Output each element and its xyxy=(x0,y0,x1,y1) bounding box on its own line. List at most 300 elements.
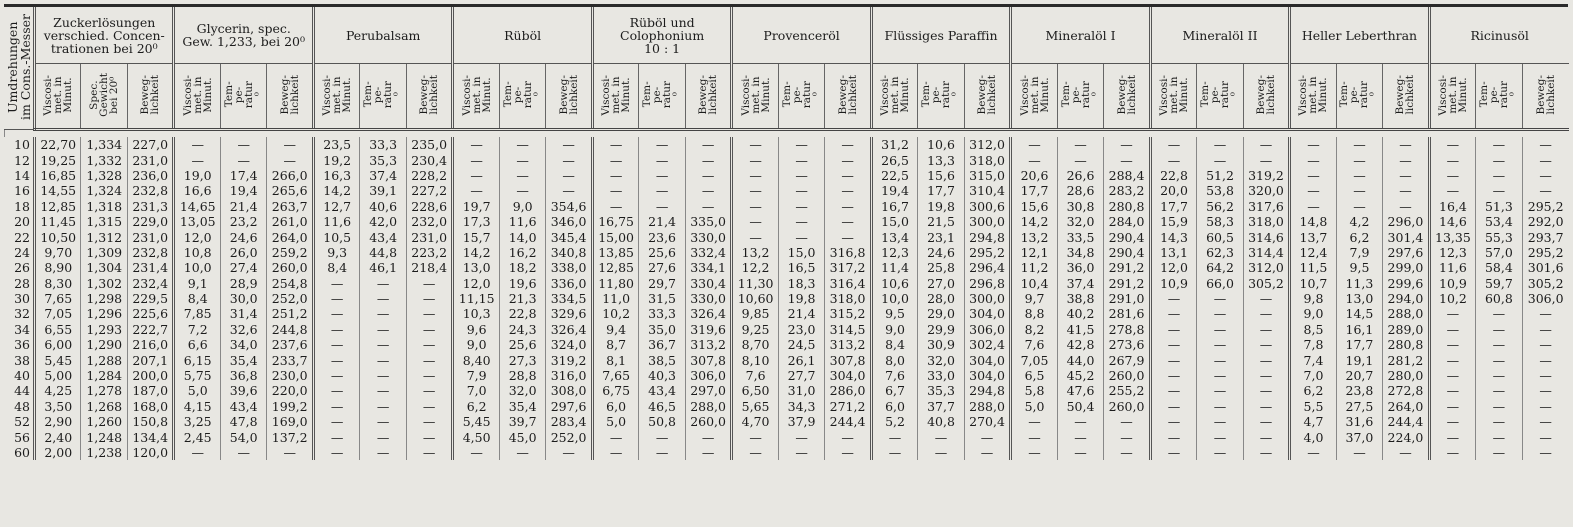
column-header-label: Viscosi- met. in Minut. xyxy=(879,74,912,116)
value-cell: 280,8 xyxy=(1383,337,1429,352)
value-cell: 334,5 xyxy=(546,291,593,306)
value-cell: — xyxy=(825,183,872,198)
value-cell: 32,6 xyxy=(220,322,266,337)
value-cell: 19,4 xyxy=(871,183,917,198)
group-header-label: Rüböl und Colophonium 10 : 1 xyxy=(620,14,705,56)
revolutions-header-label: Umdrehungen im Cons.-Messer xyxy=(4,14,33,120)
value-cell: 1,238 xyxy=(81,445,127,460)
column-header-label: Tem- pe- ratur ⁰ xyxy=(1199,81,1241,109)
revolutions-cell: 52 xyxy=(14,414,30,430)
value-cell: 13,4 xyxy=(871,229,917,244)
value-cell: — xyxy=(1290,168,1336,183)
value-cell: 12,7 xyxy=(313,199,359,214)
value-cell: 15,6 xyxy=(1011,199,1057,214)
value-cell: — xyxy=(778,137,824,152)
column-header-leberthran-1 xyxy=(1336,64,1382,130)
value-cell: — xyxy=(1429,306,1475,321)
group-header-ruboel_colophonium xyxy=(592,7,731,64)
value-cell: 10,9 xyxy=(1429,276,1475,291)
value-cell: — xyxy=(1057,152,1103,167)
value-cell: 12,85 xyxy=(592,260,638,275)
value-cell: 318,0 xyxy=(825,291,872,306)
revolutions-cell: 38 xyxy=(14,352,30,368)
value-cell: 22,8 xyxy=(499,306,545,321)
value-cell: 35,4 xyxy=(220,352,266,367)
value-cell: 299,0 xyxy=(1383,260,1429,275)
value-cell: 23,6 xyxy=(639,229,685,244)
value-cell: — xyxy=(592,183,638,198)
value-cell: 346,0 xyxy=(546,214,593,229)
value-cell: — xyxy=(732,168,778,183)
value-cell: — xyxy=(220,445,266,460)
value-cell: — xyxy=(1290,152,1336,167)
value-cell: — xyxy=(592,152,638,167)
value-cell: 8,90 xyxy=(35,260,81,275)
value-cell: 30,8 xyxy=(1057,199,1103,214)
column-header-ruboel-1 xyxy=(499,64,545,130)
value-cell: 15,0 xyxy=(778,245,824,260)
table-row xyxy=(5,183,1569,198)
value-cell: 11,5 xyxy=(1290,260,1336,275)
value-cell: 281,2 xyxy=(1383,352,1429,367)
value-cell: 1,328 xyxy=(81,168,127,183)
value-cell: 306,0 xyxy=(1522,291,1568,306)
group-header-leberthran xyxy=(1290,7,1429,64)
value-cell: — xyxy=(1476,306,1522,321)
value-cell: 292,0 xyxy=(1522,214,1568,229)
value-cell: — xyxy=(406,322,453,337)
value-cell: — xyxy=(406,445,453,460)
value-cell: 25,6 xyxy=(499,337,545,352)
value-cell: 12,85 xyxy=(35,199,81,214)
value-cell: 168,0 xyxy=(127,399,174,414)
value-cell: — xyxy=(1522,429,1568,444)
value-cell: 7,9 xyxy=(453,368,499,383)
value-cell: 1,315 xyxy=(81,214,127,229)
column-header-mineraloel1-1 xyxy=(1057,64,1103,130)
column-header-label: Beweg- lichkeit xyxy=(1254,75,1277,115)
value-cell: 11,6 xyxy=(499,214,545,229)
value-cell: 330,0 xyxy=(685,291,732,306)
value-cell: 1,298 xyxy=(81,291,127,306)
column-header-label: Viscosi- met. in Minut. xyxy=(1436,74,1469,116)
value-cell: 5,0 xyxy=(1011,399,1057,414)
value-cell: 24,6 xyxy=(220,229,266,244)
value-cell: 19,2 xyxy=(313,152,359,167)
value-cell: 273,6 xyxy=(1104,337,1151,352)
value-cell: 2,45 xyxy=(174,429,220,444)
value-cell: — xyxy=(825,214,872,229)
value-cell: 324,0 xyxy=(546,337,593,352)
value-cell: — xyxy=(267,445,313,460)
value-cell: 1,324 xyxy=(81,183,127,198)
value-cell: 6,6 xyxy=(174,337,220,352)
value-cell: 267,9 xyxy=(1104,352,1151,367)
value-cell: — xyxy=(1243,399,1289,414)
value-cell: 31,0 xyxy=(778,383,824,398)
value-cell: 288,4 xyxy=(1104,168,1151,183)
column-header-perubalsam-1 xyxy=(360,64,406,130)
value-cell: — xyxy=(778,229,824,244)
value-cell: 7,6 xyxy=(871,368,917,383)
value-cell: 286,0 xyxy=(825,383,872,398)
value-cell: 318,0 xyxy=(1243,214,1289,229)
value-cell: — xyxy=(360,414,406,429)
value-cell: 304,0 xyxy=(825,368,872,383)
value-cell: 336,0 xyxy=(546,276,593,291)
value-cell: — xyxy=(1243,337,1289,352)
value-cell: 22,5 xyxy=(871,168,917,183)
value-cell: 229,0 xyxy=(127,214,174,229)
column-header-label: Viscosi- met. in Minut. xyxy=(1158,74,1191,116)
value-cell: 11,80 xyxy=(592,276,638,291)
value-cell: — xyxy=(406,383,453,398)
column-header-label: Viscosi- met. in Minut. xyxy=(181,74,214,116)
column-header-label: Tem- pe- ratur ⁰ xyxy=(222,81,265,109)
value-cell: 15,0 xyxy=(871,214,917,229)
value-cell: 11,2 xyxy=(1011,260,1057,275)
value-cell: 17,3 xyxy=(453,214,499,229)
value-cell: 14,0 xyxy=(499,229,545,244)
value-cell: 13,3 xyxy=(918,152,964,167)
table-row xyxy=(5,276,1569,291)
value-cell: — xyxy=(871,445,917,460)
value-cell: — xyxy=(825,168,872,183)
value-cell: 16,85 xyxy=(35,168,81,183)
value-cell: 33,0 xyxy=(918,368,964,383)
value-cell: — xyxy=(406,276,453,291)
value-cell: — xyxy=(1150,383,1196,398)
value-cell: 4,70 xyxy=(732,414,778,429)
column-header-ruboel_colophonium-2 xyxy=(685,64,732,130)
value-cell: — xyxy=(1197,337,1243,352)
value-cell: — xyxy=(732,214,778,229)
revolutions-cell: 20 xyxy=(14,214,30,230)
value-cell: — xyxy=(1150,399,1196,414)
value-cell: — xyxy=(1429,137,1475,152)
value-cell: — xyxy=(1429,445,1475,460)
value-cell: 60,5 xyxy=(1197,229,1243,244)
value-cell: — xyxy=(1243,429,1289,444)
value-cell: 59,7 xyxy=(1476,276,1522,291)
value-cell: — xyxy=(685,152,732,167)
value-cell: 230,0 xyxy=(267,368,313,383)
value-cell: 8,30 xyxy=(35,276,81,291)
value-cell: 8,4 xyxy=(313,260,359,275)
value-cell: 7,8 xyxy=(1290,337,1336,352)
column-header-mineraloel2-2 xyxy=(1243,64,1289,130)
value-cell: 231,3 xyxy=(127,199,174,214)
value-cell: — xyxy=(592,168,638,183)
value-cell: 207,1 xyxy=(127,352,174,367)
value-cell: 43,4 xyxy=(360,229,406,244)
value-cell: 27,7 xyxy=(778,368,824,383)
value-cell: 6,75 xyxy=(592,383,638,398)
value-cell: — xyxy=(406,306,453,321)
value-cell: — xyxy=(1197,306,1243,321)
value-cell: 326,4 xyxy=(546,322,593,337)
value-cell: — xyxy=(1476,337,1522,352)
value-cell: 296,8 xyxy=(964,276,1011,291)
value-cell: — xyxy=(1150,306,1196,321)
value-cell: 6,0 xyxy=(871,399,917,414)
value-cell: 33,5 xyxy=(1057,229,1103,244)
value-cell: 6,50 xyxy=(732,383,778,398)
value-cell: 332,4 xyxy=(685,245,732,260)
value-cell: 8,0 xyxy=(871,352,917,367)
value-cell: — xyxy=(778,168,824,183)
group-header-ruboel xyxy=(453,7,592,64)
column-header-label: Beweg- lichkeit xyxy=(278,75,301,115)
value-cell: — xyxy=(1197,414,1243,429)
value-cell: — xyxy=(267,137,313,152)
column-header-label: Tem- pe- ratur ⁰ xyxy=(641,81,684,109)
value-cell: 37,9 xyxy=(778,414,824,429)
value-cell: 30,0 xyxy=(220,291,266,306)
value-cell: — xyxy=(360,276,406,291)
value-cell: 6,15 xyxy=(174,352,220,367)
value-cell: — xyxy=(546,168,593,183)
value-cell: 11,6 xyxy=(313,214,359,229)
value-cell: 9,6 xyxy=(453,322,499,337)
value-cell: 38,5 xyxy=(639,352,685,367)
value-cell: 23,2 xyxy=(220,214,266,229)
value-cell: 297,6 xyxy=(1383,245,1429,260)
value-cell: 305,2 xyxy=(1522,276,1568,291)
value-cell: 9,1 xyxy=(174,276,220,291)
value-cell: 8,8 xyxy=(1011,306,1057,321)
value-cell: 271,2 xyxy=(825,399,872,414)
value-cell: 33,3 xyxy=(360,137,406,152)
viscosity-table-page xyxy=(4,4,1568,525)
value-cell: 11,4 xyxy=(871,260,917,275)
value-cell: — xyxy=(1011,414,1057,429)
value-cell: 244,8 xyxy=(267,322,313,337)
value-cell: 6,0 xyxy=(592,399,638,414)
value-cell: 21,4 xyxy=(778,306,824,321)
value-cell: — xyxy=(1290,199,1336,214)
value-cell: 37,4 xyxy=(360,168,406,183)
value-cell: 319,6 xyxy=(685,322,732,337)
value-cell: 28,9 xyxy=(220,276,266,291)
value-cell: 1,312 xyxy=(81,229,127,244)
value-cell: — xyxy=(546,152,593,167)
value-cell: 40,3 xyxy=(639,368,685,383)
column-header-glycerin-2 xyxy=(267,64,313,130)
value-cell: 222,7 xyxy=(127,322,174,337)
value-cell: 9,0 xyxy=(499,199,545,214)
value-cell: — xyxy=(174,445,220,460)
value-cell: 23,5 xyxy=(313,137,359,152)
value-cell: 19,0 xyxy=(174,168,220,183)
value-cell: 231,0 xyxy=(127,152,174,167)
value-cell: 42,8 xyxy=(1057,337,1103,352)
revolutions-cell: 22 xyxy=(14,229,30,245)
value-cell: 10,7 xyxy=(1290,276,1336,291)
value-cell: 296,4 xyxy=(964,260,1011,275)
value-cell: 223,2 xyxy=(406,245,453,260)
value-cell: — xyxy=(1429,414,1475,429)
value-cell: 7,05 xyxy=(35,306,81,321)
value-cell: — xyxy=(1197,137,1243,152)
value-cell: 34,8 xyxy=(1057,245,1103,260)
value-cell: 318,0 xyxy=(964,152,1011,167)
value-cell: 23,0 xyxy=(778,322,824,337)
value-cell: 5,0 xyxy=(592,414,638,429)
value-cell: 10,5 xyxy=(313,229,359,244)
value-cell: — xyxy=(313,399,359,414)
value-cell: 218,4 xyxy=(406,260,453,275)
value-cell: 330,4 xyxy=(685,276,732,291)
value-cell: — xyxy=(406,368,453,383)
value-cell: — xyxy=(1197,291,1243,306)
group-header-provenceroel xyxy=(732,7,871,64)
value-cell: — xyxy=(1011,137,1057,152)
value-cell: — xyxy=(1243,306,1289,321)
column-header-label: Viscosi- met. in Minut. xyxy=(42,74,75,116)
value-cell: 225,6 xyxy=(127,306,174,321)
group-header-mineraloel1 xyxy=(1011,7,1150,64)
value-cell: — xyxy=(825,199,872,214)
spacer-cell xyxy=(5,130,1569,138)
value-cell: — xyxy=(1522,137,1568,152)
value-cell: — xyxy=(453,168,499,183)
value-cell: — xyxy=(964,429,1011,444)
column-header-perubalsam-2 xyxy=(406,64,453,130)
value-cell: 227,2 xyxy=(406,183,453,198)
value-cell: 300,0 xyxy=(964,214,1011,229)
value-cell: 35,0 xyxy=(639,322,685,337)
value-cell: 307,8 xyxy=(685,352,732,367)
value-cell: — xyxy=(1197,152,1243,167)
value-cell: — xyxy=(406,414,453,429)
value-cell: 232,8 xyxy=(127,183,174,198)
value-cell: — xyxy=(1243,414,1289,429)
value-cell: 56,2 xyxy=(1197,199,1243,214)
value-cell: — xyxy=(1476,322,1522,337)
value-cell: 11,3 xyxy=(1336,276,1382,291)
value-cell: 244,4 xyxy=(1383,414,1429,429)
value-cell: 244,4 xyxy=(825,414,872,429)
value-cell: 8,40 xyxy=(453,352,499,367)
value-cell: 60,8 xyxy=(1476,291,1522,306)
value-cell: 13,85 xyxy=(592,245,638,260)
value-cell: 6,55 xyxy=(35,322,81,337)
value-cell: 7,05 xyxy=(1011,352,1057,367)
value-cell: — xyxy=(685,445,732,460)
value-cell: 21,3 xyxy=(499,291,545,306)
value-cell: — xyxy=(1429,383,1475,398)
table-row xyxy=(5,429,1569,444)
revolutions-cell: 32 xyxy=(14,306,30,322)
group-header-label: Rüböl xyxy=(504,27,542,43)
value-cell: — xyxy=(406,429,453,444)
value-cell: — xyxy=(313,322,359,337)
value-cell: — xyxy=(313,383,359,398)
value-cell: — xyxy=(360,429,406,444)
value-cell: 295,2 xyxy=(964,245,1011,260)
value-cell: 232,4 xyxy=(127,276,174,291)
value-cell: 12,0 xyxy=(174,229,220,244)
value-cell: 280,0 xyxy=(1383,368,1429,383)
value-cell: 326,4 xyxy=(685,306,732,321)
value-cell: 6,7 xyxy=(871,383,917,398)
value-cell: — xyxy=(1243,383,1289,398)
value-cell: 295,2 xyxy=(1522,245,1568,260)
column-header-mineraloel2-0 xyxy=(1150,64,1196,130)
revolutions-cell: 56 xyxy=(14,429,30,445)
value-cell: 9,0 xyxy=(453,337,499,352)
value-cell: — xyxy=(1476,168,1522,183)
column-header-label: Tem- pe- ratur ⁰ xyxy=(1338,81,1381,109)
column-header-label: Tem- pe- ratur ⁰ xyxy=(501,81,544,109)
value-cell: 10,0 xyxy=(871,291,917,306)
revolutions-cell: 10 xyxy=(14,137,30,153)
value-cell: — xyxy=(1429,152,1475,167)
value-cell: 314,5 xyxy=(825,322,872,337)
table-row xyxy=(5,199,1569,214)
value-cell: — xyxy=(360,322,406,337)
value-cell: — xyxy=(499,168,545,183)
value-cell: 11,6 xyxy=(1429,260,1475,275)
value-cell: — xyxy=(406,337,453,352)
value-cell: 5,2 xyxy=(871,414,917,429)
value-cell: 304,0 xyxy=(964,368,1011,383)
value-cell: — xyxy=(685,199,732,214)
value-cell: 14,2 xyxy=(313,183,359,198)
value-cell: 296,0 xyxy=(1383,214,1429,229)
value-cell: 13,1 xyxy=(1150,245,1196,260)
value-cell: 6,2 xyxy=(1336,229,1382,244)
column-header-label: Viscosi- met. in Minut. xyxy=(321,74,354,116)
column-header-label: Beweg- lichkeit xyxy=(976,75,999,115)
value-cell: — xyxy=(220,152,266,167)
value-cell: — xyxy=(1522,152,1568,167)
value-cell: 12,4 xyxy=(1290,245,1336,260)
value-cell: — xyxy=(1476,414,1522,429)
column-header-ricinusoel-1 xyxy=(1476,64,1522,130)
value-cell: 45,2 xyxy=(1057,368,1103,383)
value-cell: — xyxy=(685,137,732,152)
value-cell: 16,4 xyxy=(1429,199,1475,214)
value-cell: 44,8 xyxy=(360,245,406,260)
value-cell: 13,2 xyxy=(732,245,778,260)
value-cell: — xyxy=(313,276,359,291)
value-cell: 6,5 xyxy=(1011,368,1057,383)
value-cell: — xyxy=(1522,368,1568,383)
value-cell: 32,0 xyxy=(918,352,964,367)
value-cell: — xyxy=(1476,445,1522,460)
table-body xyxy=(5,130,1569,461)
value-cell: 29,0 xyxy=(918,306,964,321)
value-cell: 12,0 xyxy=(1150,260,1196,275)
table-row xyxy=(5,229,1569,244)
value-cell: 47,6 xyxy=(1057,383,1103,398)
value-cell: — xyxy=(825,229,872,244)
value-cell: 354,6 xyxy=(546,199,593,214)
column-header-label: Viscosi- met. in Minut. xyxy=(600,74,633,116)
revolutions-cell: 44 xyxy=(14,383,30,399)
revolutions-cell: 14 xyxy=(14,167,30,183)
value-cell: 281,6 xyxy=(1104,306,1151,321)
value-cell: 300,0 xyxy=(964,291,1011,306)
value-cell: — xyxy=(360,383,406,398)
value-cell: — xyxy=(1476,383,1522,398)
value-cell: — xyxy=(639,168,685,183)
column-header-label: Beweg- lichkeit xyxy=(1394,75,1417,115)
value-cell: — xyxy=(778,429,824,444)
value-cell: 21,4 xyxy=(220,199,266,214)
